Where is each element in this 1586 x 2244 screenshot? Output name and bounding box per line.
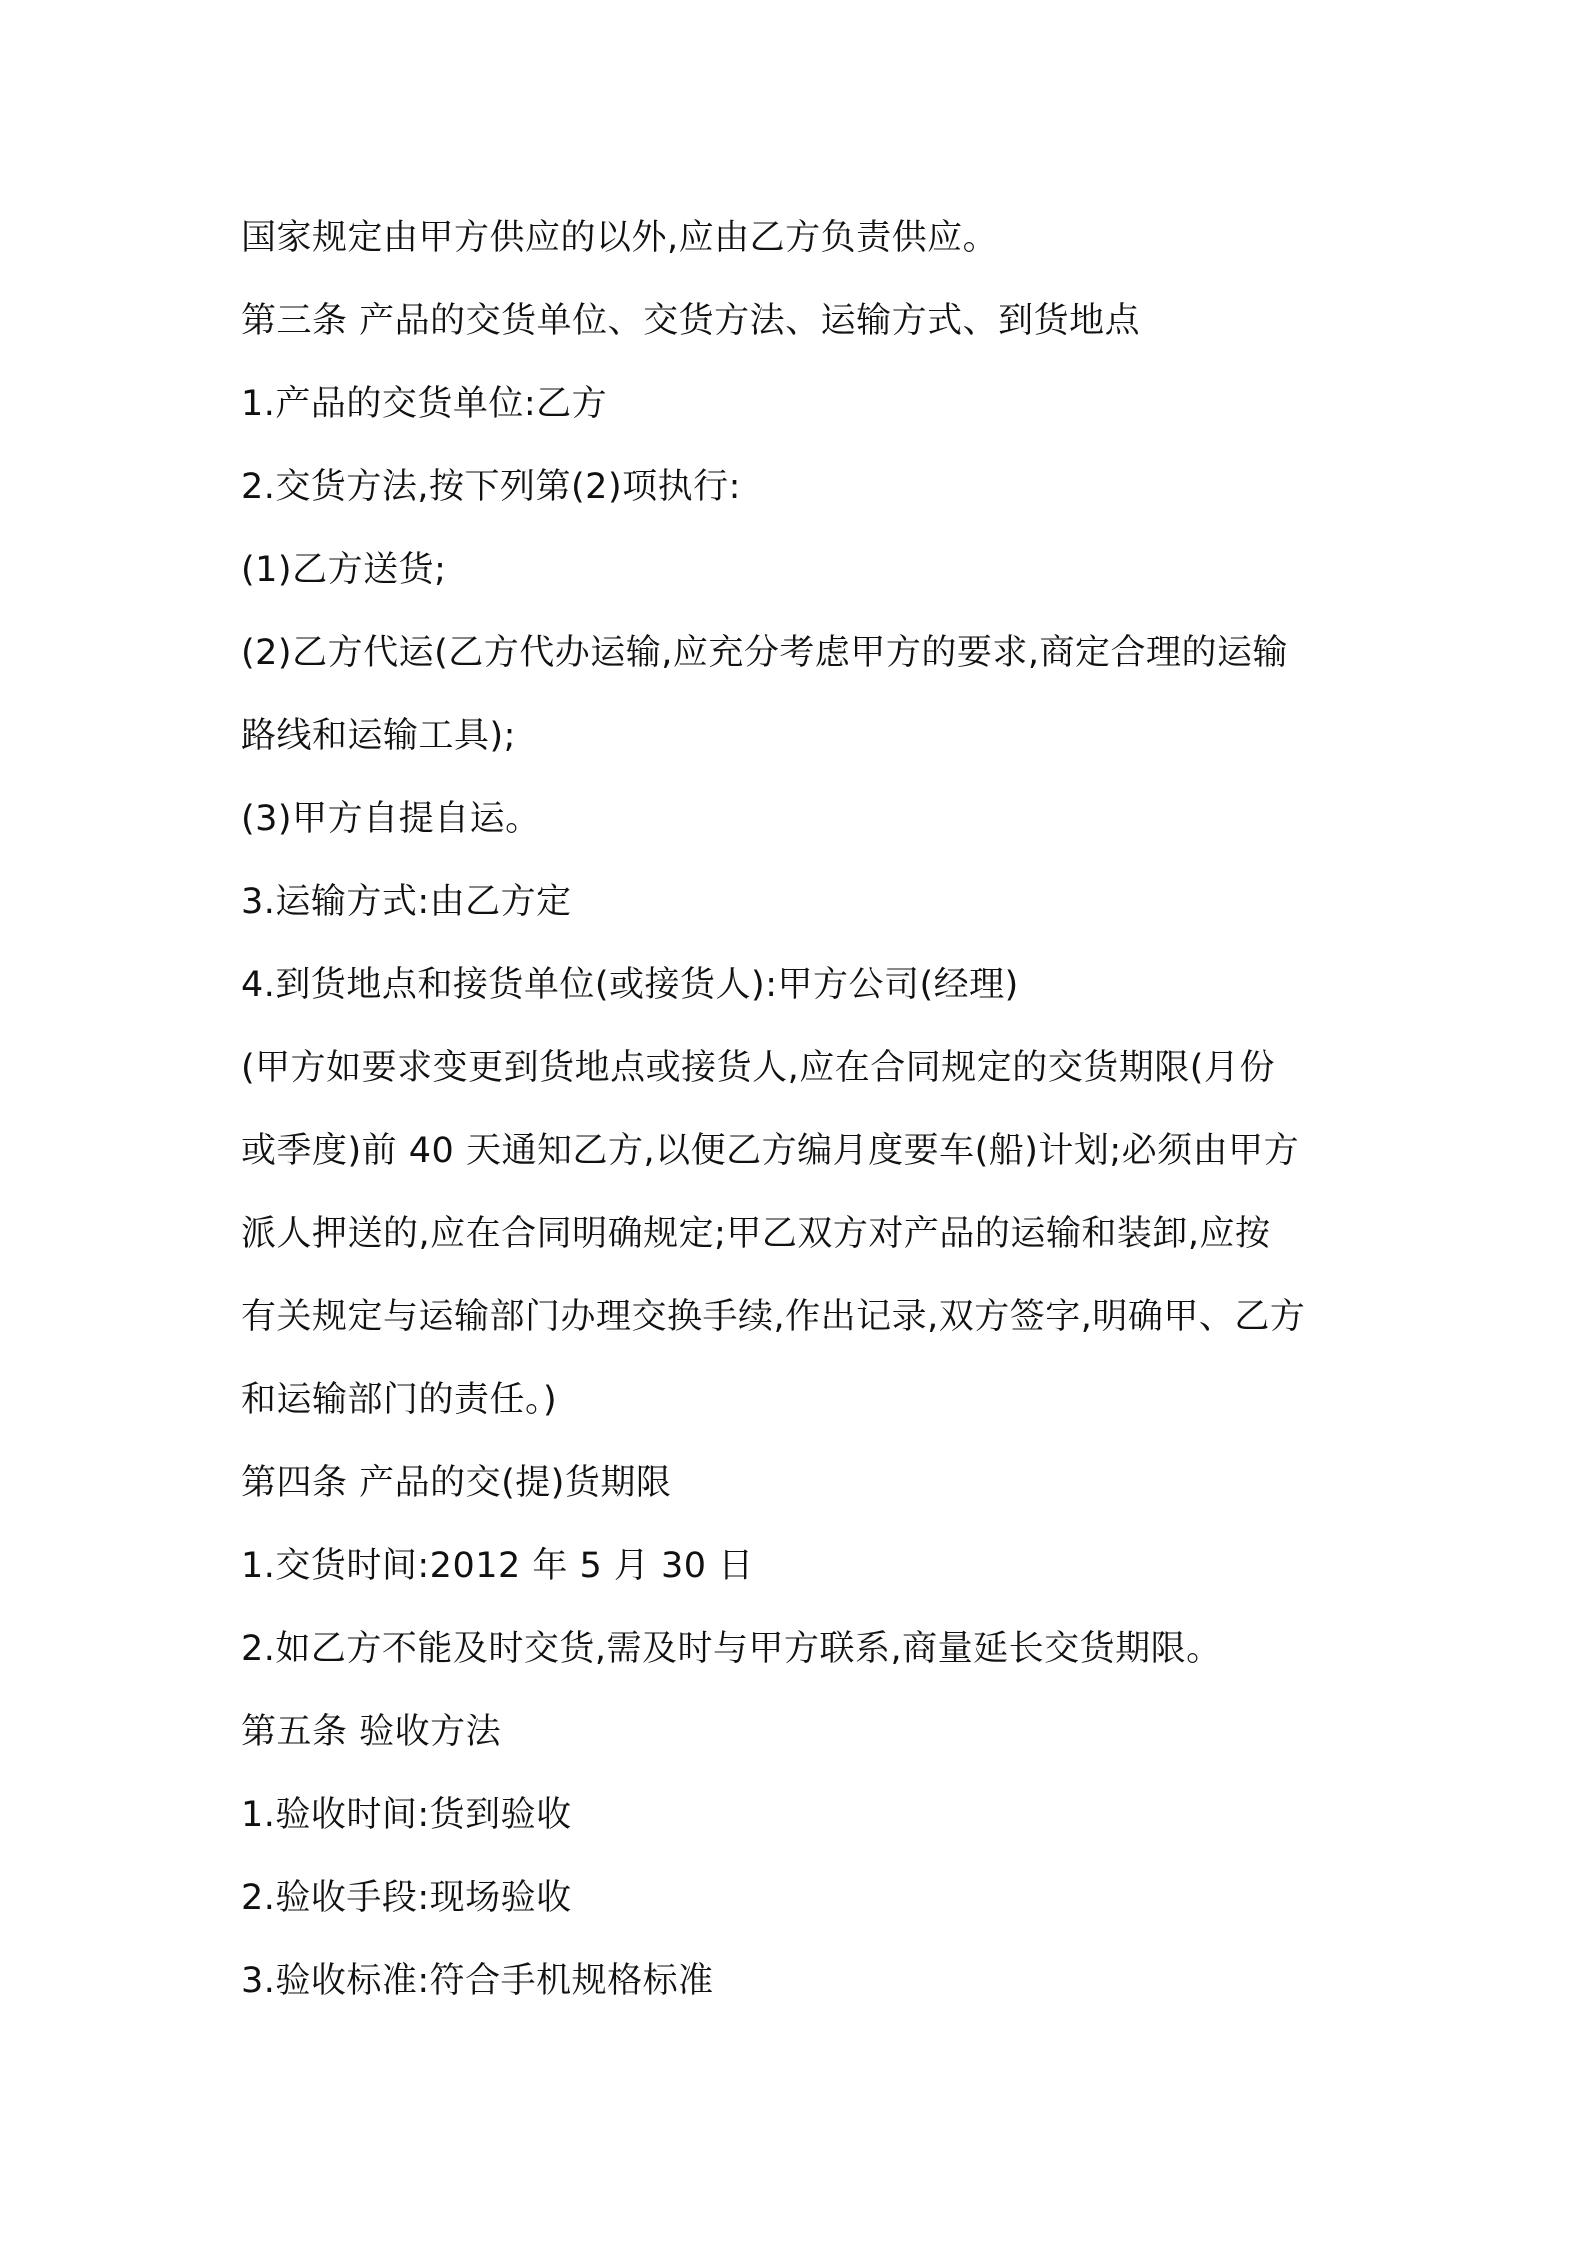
text-line: 或季度)前 40 天通知乙方,以便乙方编月度要车(船)计划;必须由甲方 xyxy=(241,1131,1300,1171)
text-line: 1.交货时间:2012 年 5 月 30 日 xyxy=(241,1546,754,1586)
text-line: 2.如乙方不能及时交货,需及时与甲方联系,商量延长交货期限。 xyxy=(241,1629,1222,1669)
article-heading: 第三条 产品的交货单位、交货方法、运输方式、到货地点 xyxy=(241,301,1141,341)
text-line: 4.到货地点和接货单位(或接货人):甲方公司(经理) xyxy=(241,965,1019,1005)
text-line: 3.运输方式:由乙方定 xyxy=(241,882,572,922)
text-line: 1.产品的交货单位:乙方 xyxy=(241,384,608,424)
text-line: 国家规定由甲方供应的以外,应由乙方负责供应。 xyxy=(241,218,999,258)
text-line: 2.验收手段:现场验收 xyxy=(241,1878,572,1918)
text-line: 2.交货方法,按下列第(2)项执行: xyxy=(241,467,741,507)
text-line: 有关规定与运输部门办理交换手续,作出记录,双方签字,明确甲、乙方 xyxy=(241,1297,1306,1337)
article-heading: 第五条 验收方法 xyxy=(241,1712,502,1752)
text-line: 派人押送的,应在合同明确规定;甲乙双方对产品的运输和装卸,应按 xyxy=(241,1214,1271,1254)
text-line: (2)乙方代运(乙方代办运输,应充分考虑甲方的要求,商定合理的运输 xyxy=(241,633,1288,673)
article-heading: 第四条 产品的交(提)货期限 xyxy=(241,1463,672,1503)
text-line: 1.验收时间:货到验收 xyxy=(241,1795,572,1835)
text-line: (甲方如要求变更到货地点或接货人,应在合同规定的交货期限(月份 xyxy=(241,1048,1275,1088)
text-line: (1)乙方送货; xyxy=(241,550,447,590)
text-line: 3.验收标准:符合手机规格标准 xyxy=(241,1961,714,2001)
contract-text xyxy=(241,197,1361,2023)
text-line: (3)甲方自提自运。 xyxy=(241,799,541,839)
text-line: 和运输部门的责任。) xyxy=(241,1380,558,1420)
text-line: 路线和运输工具); xyxy=(241,716,516,756)
